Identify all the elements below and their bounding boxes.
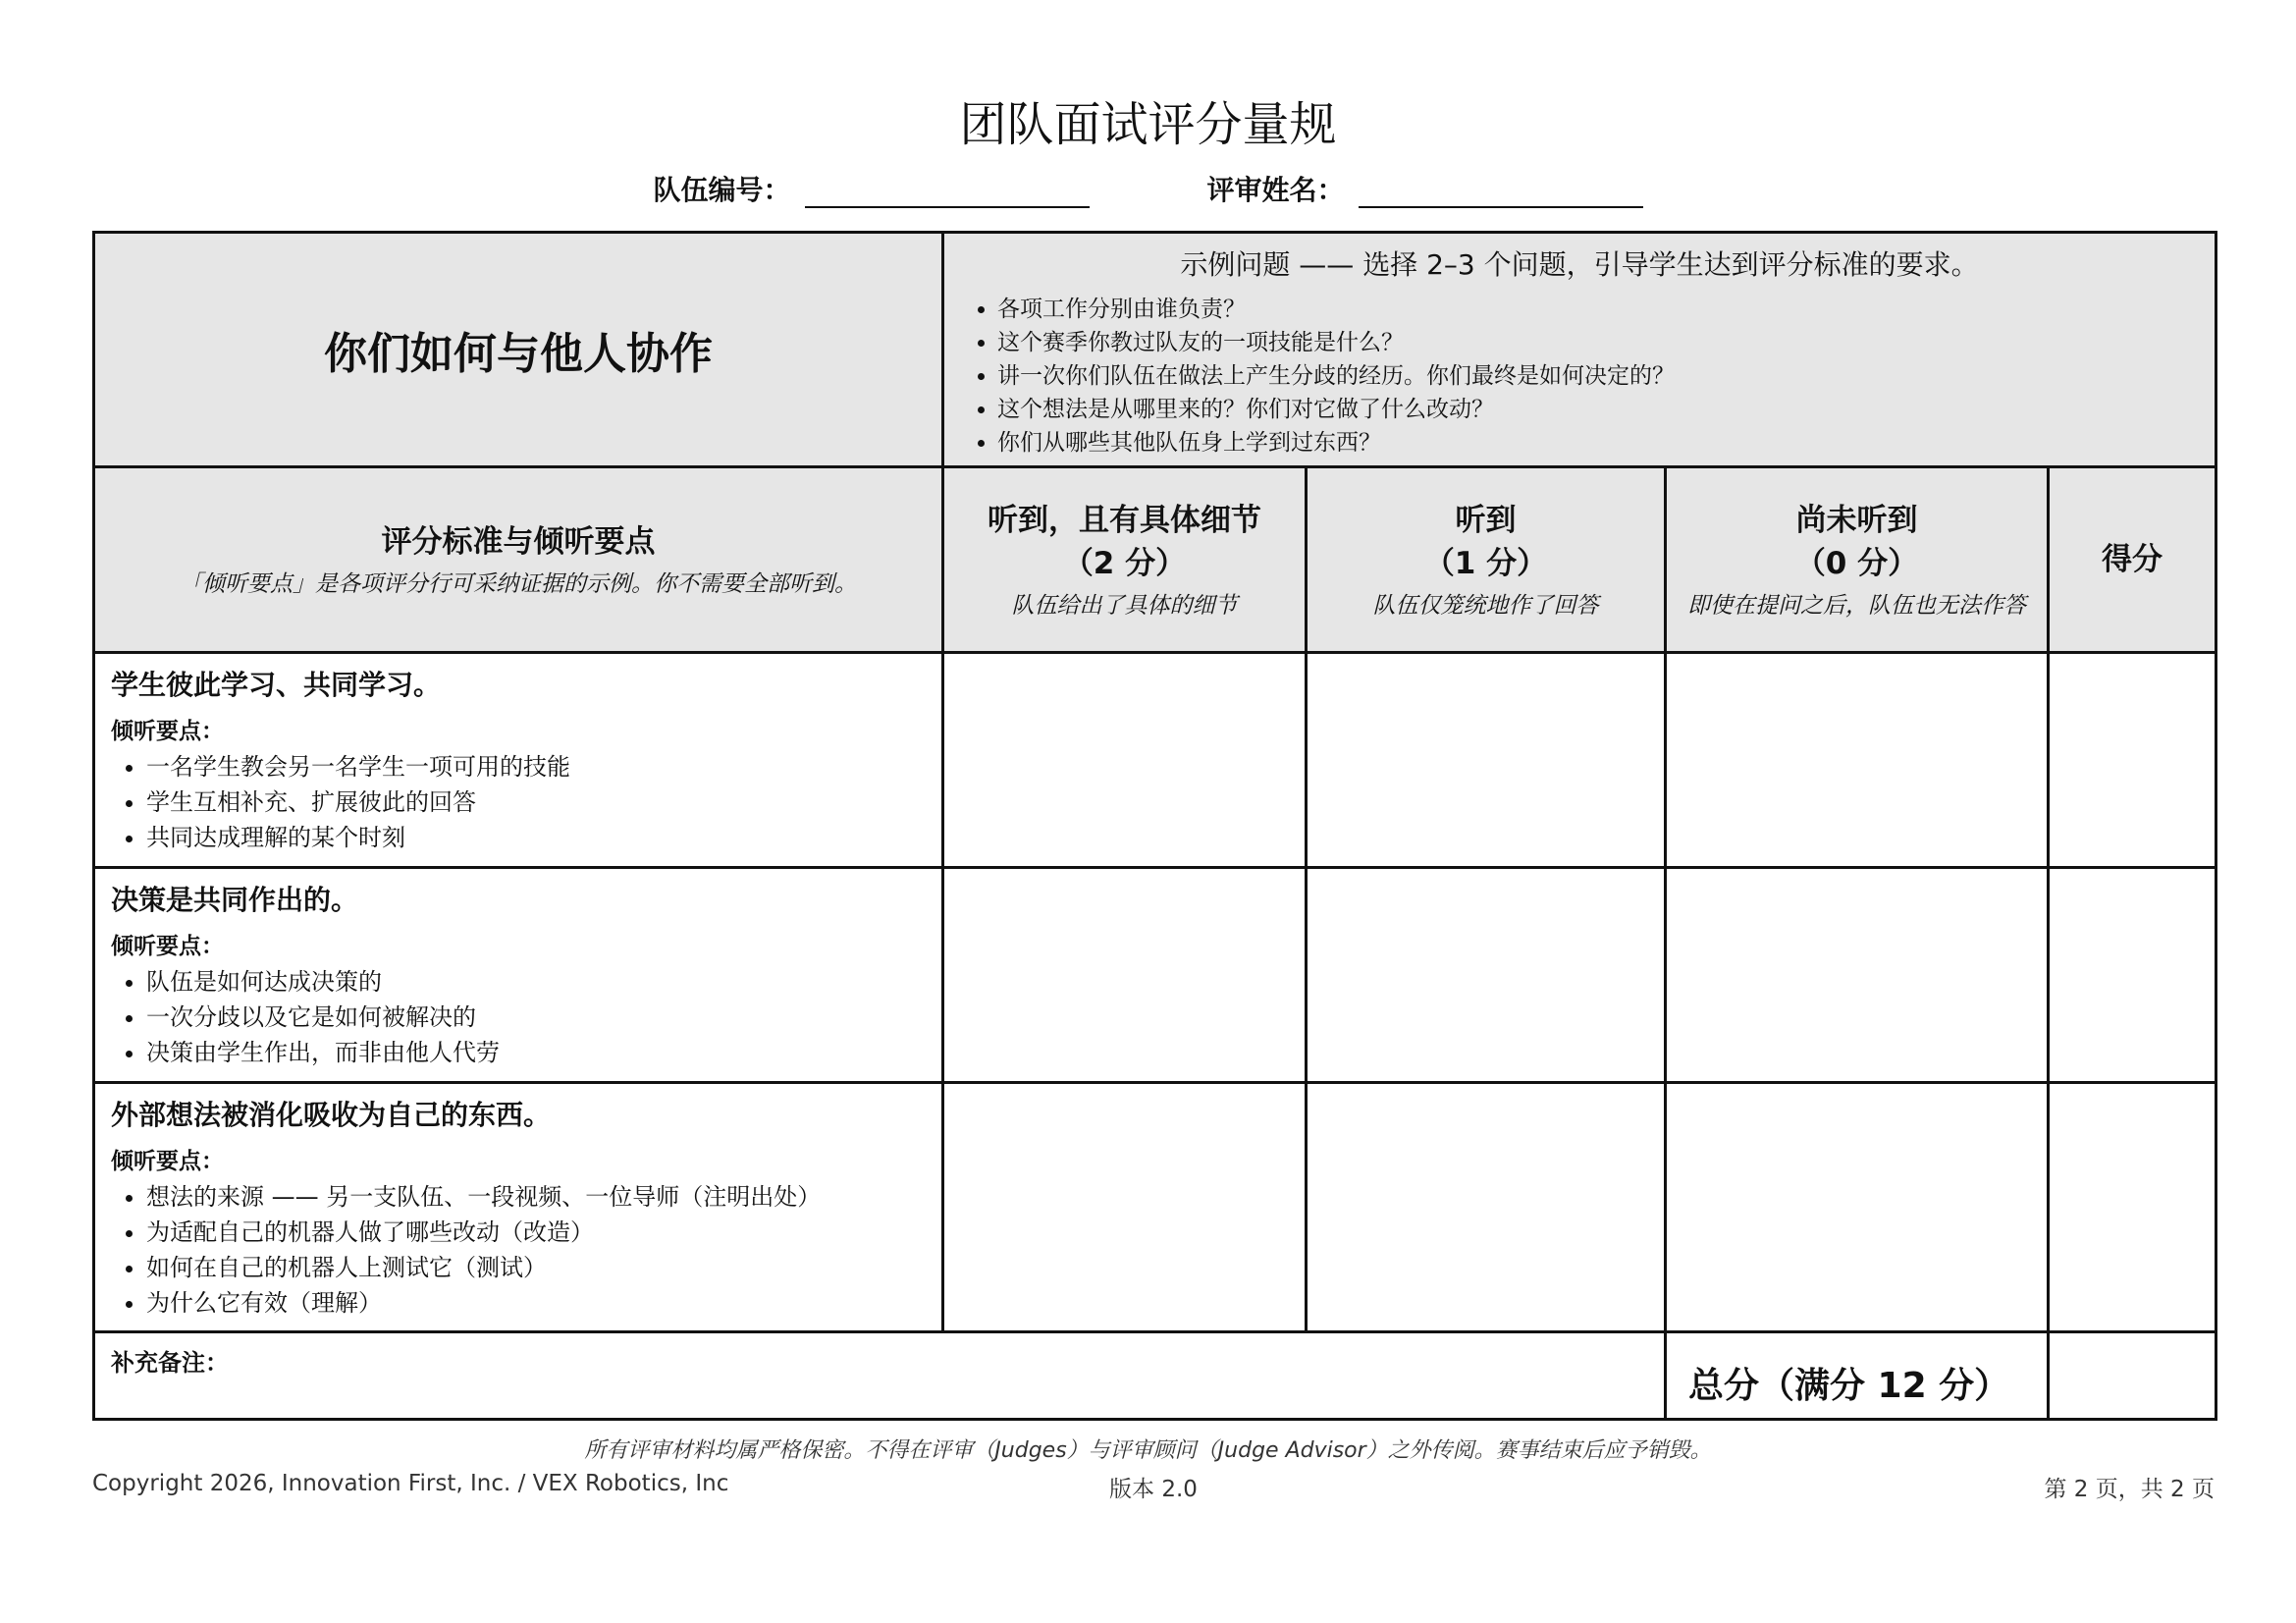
criterion-cell (94, 1083, 943, 1332)
confidentiality-note: 所有评审材料均属严格保密。不得在评审（Judges）与评审顾问（Judge Advisor）之外传阅。赛事结束后应予销毁。 (584, 1438, 1712, 1463)
mark-0pt-cell[interactable] (1666, 868, 2049, 1083)
col-1pt-sub: 队伍仅笼统地作了回答 (1372, 593, 1599, 619)
criterion-row (94, 653, 2216, 868)
sample-question: • 这个赛季你教过队友的一项技能是什么？ (997, 326, 2199, 359)
mark-1pt-cell[interactable] (1307, 1083, 1666, 1332)
sample-intro: 示例问题 —— 选择 2–3 个问题，引导学生达到评分标准的要求。 (1180, 248, 1979, 281)
listen-for-list (111, 964, 926, 1070)
team-number-field[interactable] (653, 169, 1089, 208)
listen-for-item: • 队伍是如何达成决策的 (146, 964, 926, 1000)
listen-for-item: • 学生互相补充、扩展彼此的回答 (146, 784, 926, 820)
topic-row (94, 233, 2216, 467)
total-score-cell[interactable] (2049, 1332, 2216, 1420)
col-0pt-header (1666, 467, 2049, 653)
listen-for-item: • 决策由学生作出，而非由他人代劳 (146, 1035, 926, 1070)
col-2pt-title: 听到，且有具体细节 (988, 503, 1261, 538)
page-title: 团队面试评分量规 (959, 97, 1337, 152)
col-0pt-title: 尚未听到 (1795, 503, 1918, 538)
page-number: 第 2 页，共 2 页 (2044, 1477, 2215, 1502)
header-row (94, 467, 2216, 653)
topic-title: 你们如何与他人协作 (94, 233, 943, 467)
criterion-cell (94, 868, 943, 1083)
score-cell[interactable] (2049, 868, 2216, 1083)
col-1pt-header (1307, 467, 1666, 653)
listen-for-item: • 一名学生教会另一名学生一项可用的技能 (146, 749, 926, 784)
score-cell[interactable] (2049, 653, 2216, 868)
team-number-label: 队伍编号： (653, 174, 791, 206)
col-0pt-sub: 即使在提问之后，队伍也无法作答 (1687, 593, 2026, 619)
listen-for-item: • 如何在自己的机器人上测试它（测试） (146, 1250, 926, 1285)
total-label: 总分（满分 12 分） (1688, 1366, 2010, 1406)
listen-for-list (111, 749, 926, 855)
sample-question: • 这个想法是从哪里来的？你们对它做了什么改动？ (997, 393, 2199, 426)
col-2pt-header (943, 467, 1307, 653)
team-number-blank[interactable] (805, 177, 1090, 208)
criteria-header-sub: 「倾听要点」是各项评分行可采纳证据的示例。你不需要全部听到。 (180, 571, 857, 597)
listen-for-item: • 想法的来源 —— 另一支队伍、一段视频、一位导师（注明出处） (146, 1179, 926, 1215)
sample-questions (943, 233, 2216, 467)
total-label-cell (1666, 1332, 2049, 1420)
listen-for-item: • 为适配自己的机器人做了哪些改动（改造） (146, 1215, 926, 1250)
listen-for-item: • 为什么它有效（理解） (146, 1285, 926, 1321)
sample-question-list (960, 293, 2199, 460)
listen-for-label: 倾听要点： (111, 719, 224, 744)
judge-name-label: 评审姓名： (1206, 174, 1345, 206)
score-cell[interactable] (2049, 1083, 2216, 1332)
criterion-row (94, 1083, 2216, 1332)
mark-0pt-cell[interactable] (1666, 653, 2049, 868)
sample-question: • 各项工作分别由谁负责？ (997, 293, 2199, 326)
col-0pt-points: （0 分） (1794, 546, 1919, 581)
col-1pt-points: （1 分） (1423, 546, 1548, 581)
col-1pt-title: 听到 (1455, 503, 1517, 538)
rubric-table (92, 231, 2217, 1421)
version: 版本 2.0 (1109, 1477, 1198, 1502)
notes-label: 补充备注： (111, 1349, 229, 1377)
criterion-title: 决策是共同作出的。 (111, 884, 359, 916)
mark-1pt-cell[interactable] (1307, 868, 1666, 1083)
mark-1pt-cell[interactable] (1307, 653, 1666, 868)
criteria-header-title: 评分标准与倾听要点 (381, 524, 656, 560)
col-2pt-sub: 队伍给出了具体的细节 (1011, 593, 1238, 619)
listen-for-label: 倾听要点： (111, 1149, 224, 1174)
listen-for-item: • 一次分歧以及它是如何被解决的 (146, 1000, 926, 1035)
criterion-cell (94, 653, 943, 868)
mark-2pt-cell[interactable] (943, 1083, 1307, 1332)
judge-name-blank[interactable] (1359, 177, 1643, 208)
copyright: Copyright 2026, Innovation First, Inc. / VEX Robotics, Inc (92, 1471, 729, 1496)
notes-row (94, 1332, 2216, 1420)
criterion-title: 外部想法被消化吸收为自己的东西。 (111, 1099, 552, 1131)
criterion-title: 学生彼此学习、共同学习。 (111, 669, 442, 701)
sample-question: • 讲一次你们队伍在做法上产生分歧的经历。你们最终是如何决定的？ (997, 359, 2199, 393)
criteria-header (94, 467, 943, 653)
mark-2pt-cell[interactable] (943, 868, 1307, 1083)
listen-for-list (111, 1179, 926, 1321)
header-fields (0, 169, 2296, 208)
listen-for-label: 倾听要点： (111, 934, 224, 959)
col-2pt-points: （2 分） (1062, 546, 1187, 581)
judge-name-field[interactable] (1207, 169, 1643, 208)
mark-0pt-cell[interactable] (1666, 1083, 2049, 1332)
score-header (2049, 467, 2216, 653)
mark-2pt-cell[interactable] (943, 653, 1307, 868)
sample-question: • 你们从哪些其他队伍身上学到过东西？ (997, 426, 2199, 460)
score-header-label: 得分 (2102, 542, 2163, 577)
criterion-row (94, 868, 2216, 1083)
notes-cell[interactable] (94, 1332, 1666, 1420)
listen-for-item: • 共同达成理解的某个时刻 (146, 820, 926, 855)
